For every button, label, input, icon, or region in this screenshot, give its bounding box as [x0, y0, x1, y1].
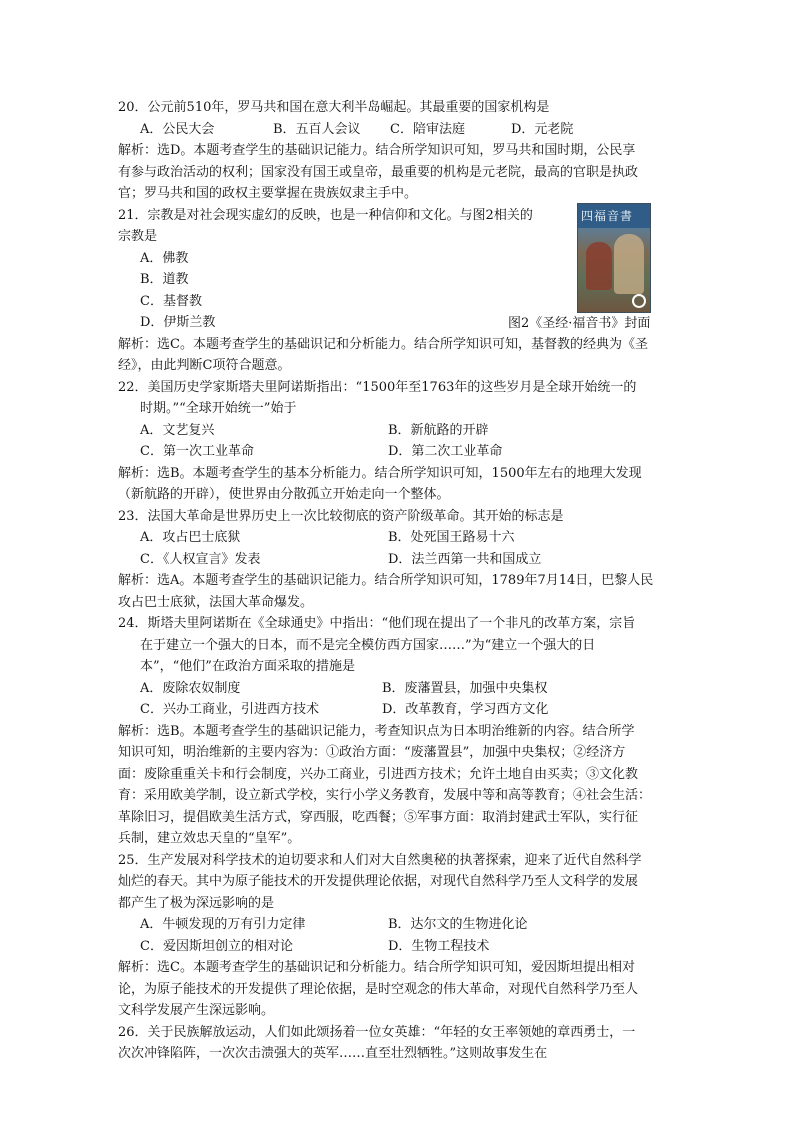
analysis-line: 文科学发展产生深远影响。: [118, 1003, 275, 1018]
analysis-line: 育：采用欧美学制，设立新式学校，实行小学义务教育，发展中等和高等教育；④社会生活：: [118, 788, 652, 803]
option-c: C．爱因斯坦创立的相对论: [140, 938, 293, 954]
option-c: C．基督教: [140, 293, 202, 309]
question-stem: 22．美国历史学家斯塔夫里阿诺斯指出：“1500年至1763年的这些岁月是全球开始统一的: [118, 379, 637, 395]
question-stem: 时期。”“全球开始统一”始于: [140, 401, 297, 416]
question-24: [118, 613, 678, 850]
analysis-line: 解析：选B。本题考查学生的基本分析能力。结合所学知识可知，1500年左右的地理大发现: [118, 465, 642, 481]
option-b: B．处死国王路易十六: [388, 530, 515, 545]
option-d: D．第二次工业革命: [388, 444, 503, 459]
option-row: [118, 699, 678, 721]
question-stem: 次次冲锋陷阵，一次次击溃强大的英军……直至壮烈牺牲。”这则故事发生在: [118, 1046, 548, 1061]
question-21: [118, 205, 678, 377]
option-d: D．生物工程技术: [388, 938, 490, 954]
analysis-line: 有参与政治活动的权利；国家没有国王或皇帝，最重要的机构是元老院，最高的官职是执政: [118, 164, 639, 180]
option-a: A．文艺复兴: [140, 422, 215, 438]
analysis-line: 知识可知，明治维新的主要内容为：①政治方面：“废藩置县”，加强中央集权；②经济方: [118, 745, 626, 760]
option-row: [118, 420, 678, 442]
analysis-line: 解析：选C。本题考查学生的基础识记和分析能力。结合所学知识可知，爱因斯坦提出相对: [118, 960, 635, 975]
option-a: A．公民大会: [140, 121, 215, 137]
analysis-line: 面：废除重重关卡和行会制度，兴办工商业，引进西方技术；允许土地自由买卖；③文化教: [118, 766, 639, 782]
question-stem: 在于建立一个强大的日本，而不是完全模仿西方国家……”为“建立一个强大的日: [140, 637, 596, 653]
analysis-line: （新航路的开辟），使世界由分散孤立开始走向一个整体。: [118, 487, 450, 502]
analysis-line: 革除旧习，提倡欧美生活方式，穿西服，吃西餐；⑤军事方面：取消封建武士军队，实行征: [118, 809, 639, 825]
question-stem: 宗教是: [118, 229, 158, 244]
question-stem: 灿烂的春天。其中为原子能技术的开发提供理论依据，对现代自然科学乃至人文科学的发展: [118, 874, 639, 889]
option-b: B．达尔文的生物进化论: [388, 917, 528, 932]
question-20: [118, 97, 678, 205]
option-b: B．新航路的开辟: [388, 422, 489, 438]
option-row: [118, 678, 678, 700]
option-row: [118, 119, 678, 141]
gospel-cover-image: [577, 203, 651, 313]
option-a: A．攻占巴士底狱: [140, 530, 241, 545]
option-d: D．法兰西第一共和国成立: [388, 551, 542, 567]
question-23: [118, 506, 678, 614]
option-d: D．元老院: [511, 121, 574, 137]
question-stem: 25．生产发展对科学技术的迫切要求和人们对大自然奥秘的执著探索，迎来了近代自然科学: [118, 852, 642, 868]
question-stem: 23．法国大革命是世界历史上一次比较彻底的资产阶级革命。其开始的标志是: [118, 508, 564, 524]
analysis-line: 解析：选D。本题考查学生的基础识记能力。结合所学知识可知，罗马共和国时期，公民享: [118, 143, 636, 158]
option-b: B．道教: [140, 272, 189, 287]
option-c: C．第一次工业革命: [140, 444, 254, 459]
option-row: [118, 441, 678, 463]
analysis-line: 兵制，建立效忠天皇的“皇军”。: [118, 831, 301, 846]
cover-title: 四福音書: [581, 208, 634, 223]
option-row: [118, 914, 678, 936]
option-c: C．陪审法庭: [390, 121, 465, 137]
option-b: B．五百人会议: [273, 121, 361, 137]
question-stem: 都产生了极为深远影响的是: [118, 895, 275, 911]
analysis-line: 经》，由此判断C项符合题意。: [118, 358, 291, 373]
option-a: A．牛顿发现的万有引力定律: [140, 917, 306, 932]
option-row: [118, 527, 678, 549]
analysis-line: 论，为原子能技术的开发提供了理论依据，是时空观念的伟大革命，对现代自然科学乃至人: [118, 981, 639, 997]
option-a: A．佛教: [140, 250, 189, 266]
publisher-logo-icon: [632, 294, 646, 308]
analysis-line: 解析：选A。本题考查学生的基础识记能力。结合所学知识可知，1789年7月14日，巴黎人民: [118, 573, 654, 588]
option-c: C．兴办工商业，引进西方技术: [140, 702, 319, 717]
question-stem: 24．斯塔夫里阿诺斯在《全球通史》中指出：“他们现在提出了一个非凡的改革方案，宗旨: [118, 616, 636, 631]
question-stem: 21．宗教是对社会现实虚幻的反映，也是一种信仰和文化。与图2相关的: [118, 207, 533, 223]
option-a: A．废除农奴制度: [140, 680, 241, 696]
question-stem: 26．关于民族解放运动，人们如此颂扬着一位女英雄：“年轻的女王率领她的章西勇士，一: [118, 1024, 636, 1040]
analysis-line: 解析：选C。本题考查学生的基础识记和分析能力。结合所学知识可知，基督教的经典为《圣: [118, 336, 648, 352]
figure-caption: 图2《圣经·福音书》封面: [508, 315, 651, 331]
option-d: D．伊斯兰教: [140, 315, 216, 330]
question-stem: 本”，“他们”在政治方面采取的措施是: [140, 659, 355, 674]
analysis-line: 解析：选B。本题考查学生的基础识记能力，考查知识点为日本明治维新的内容。结合所学: [118, 723, 635, 739]
option-row: [118, 936, 678, 958]
option-row: [118, 549, 678, 571]
question-25: [118, 850, 678, 1022]
analysis-line: 攻占巴士底狱，法国大革命爆发。: [118, 594, 314, 610]
option-d: D．改革教育，学习西方文化: [382, 702, 549, 717]
question-22: [118, 377, 678, 506]
option-c: C．《人权宣言》发表: [140, 551, 261, 567]
question-26: [118, 1022, 678, 1065]
question-stem: 20．公元前510年，罗马共和国在意大利半岛崛起。其最重要的国家机构是: [118, 100, 550, 115]
document-page: [118, 97, 678, 1065]
analysis-line: 官；罗马共和国的政权主要掌握在贵族奴隶主手中。: [118, 186, 418, 201]
option-b: B．废藩置县，加强中央集权: [382, 680, 548, 696]
